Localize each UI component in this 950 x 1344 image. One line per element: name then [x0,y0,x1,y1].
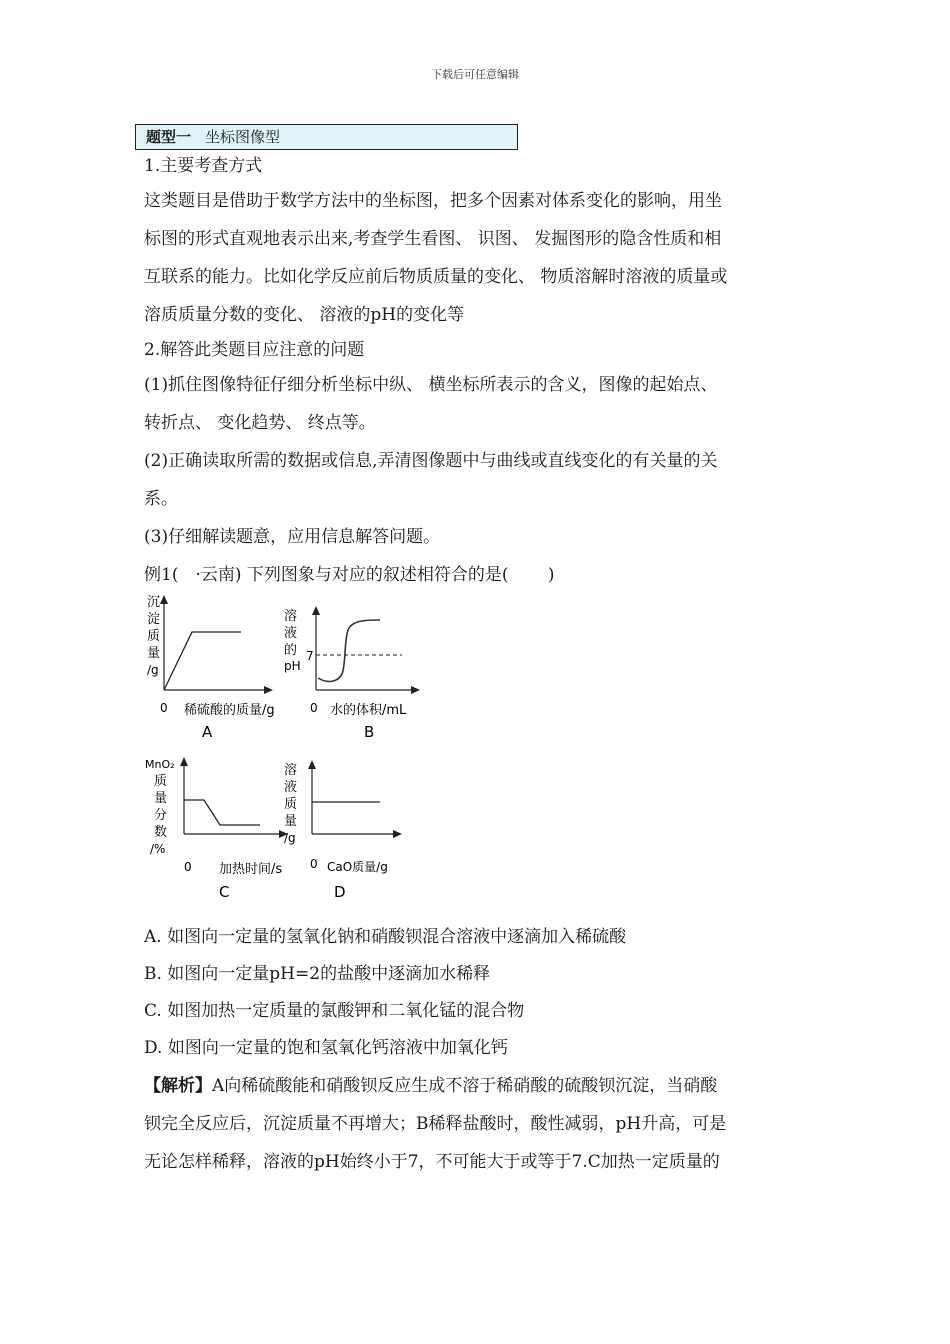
graph-b-xlabel: 水的体积/mL [330,703,407,718]
graph-b-tick-7: 7 [306,649,314,663]
graph-c-ylabel: 量 [154,791,168,806]
section2-line: (2)正确读取所需的数据或信息,弄清图像题中与曲线或直线变化的有关量的关 [144,451,718,471]
graph-d-origin: 0 [310,857,318,871]
graph-a-ylabel: 沉 [147,595,161,610]
graph-d-ylabel: 量 [284,814,298,829]
section2-line: (3)仔细解读题意，应用信息解答问题。 [144,527,441,547]
analysis-line [144,1067,814,1105]
graph-a-curve [164,632,241,690]
graph-a [147,595,275,741]
section1-line: 标图的形式直观地表示出来,考查学生看图、 识图、 发掘图形的隐含性质和相 [144,229,722,249]
graph-a-ylabel: 质 [147,629,161,644]
section1-line: 溶质质量分数的变化、 溶液的pH的变化等 [144,305,465,325]
analysis-line: 无论怎样稀释，溶液的pH始终小于7，不可能大于或等于7.C加热一定质量的 [144,1152,720,1172]
graph-c-ylabel: /% [150,842,166,856]
graph-d-xlabel: CaO质量/g [327,860,388,874]
graph-b-ylabel: 液 [284,626,298,641]
main-content [144,150,814,1181]
example-question: 例1( ·云南) 下列图象与对应的叙述相符合的是( ) [144,565,555,585]
section2-heading: 2.解答此类题目应注意的问题 [144,340,365,360]
analysis-first-line: A向稀硫酸能和硝酸钡反应生成不溶于稀硝酸的硫酸钡沉淀，当硝酸 [212,1076,718,1096]
option-c: C. 如图加热一定质量的氯酸钾和二氧化锰的混合物 [144,1001,525,1021]
page-header: 下载后可任意编辑 [431,68,519,81]
graph-c-caption: C [219,883,230,901]
analysis-label: 【解析】 [144,1076,212,1096]
graph-d-ylabel: /g [284,831,296,845]
section-type-label: 题型一 [146,128,192,146]
graph-b-origin: 0 [310,701,318,715]
graph-d-caption: D [334,883,346,901]
graph-d [284,760,402,901]
graphs-right [270,594,550,919]
graph-a-ylabel: /g [147,663,159,677]
graph-c-curve [184,800,260,825]
section-type-title: 坐标图像型 [205,128,281,146]
graph-a-xlabel: 稀硫酸的质量/g [184,703,275,718]
graph-c [145,757,288,901]
section2-line: 系。 [144,489,178,509]
graph-b-curve [318,620,380,681]
graph-d-x-arrow [393,830,402,838]
section1-line: 互联系的能力。比如化学反应前后物质质量的变化、 物质溶解时溶液的质量或 [144,267,728,287]
graph-d-ylabel: 溶 [284,763,298,778]
graph-d-y-arrow [308,760,316,769]
graph-c-ylabel: 数 [154,825,168,840]
section1-heading: 1.主要考查方式 [144,156,263,176]
graph-d-ylabel: 质 [284,797,298,812]
section2-line: (1)抓住图像特征仔细分析坐标中纵、 横坐标所表示的含义，图像的起始点、 [144,375,718,395]
graph-b-y-arrow [312,606,320,615]
graph-b-ylabel: pH [284,659,301,673]
graph-c-ylabel: 质 [154,774,168,789]
graph-a-ylabel: 淀 [147,612,161,627]
graph-c-origin: 0 [184,860,192,874]
graph-c-ylabel-top: MnO₂ [145,758,175,771]
option-d: D. 如图向一定量的饱和氢氧化钙溶液中加氧化钙 [144,1038,508,1058]
graph-c-y-arrow [180,757,188,766]
graph-b-x-arrow [411,686,420,694]
graph-a-ylabel: 量 [147,646,161,661]
graph-c-xlabel: 加热时间/s [219,862,283,877]
analysis-line: 钡完全反应后，沉淀质量不再增大；B稀释盐酸时，酸性减弱，pH升高，可是 [144,1114,727,1134]
option-a: A. 如图向一定量的氢氧化钠和硝酸钡混合溶液中逐滴加入稀硫酸 [144,927,627,947]
graph-b-ylabel: 的 [284,643,298,658]
graph-d-ylabel: 液 [284,780,298,795]
graph-c-ylabel: 分 [154,808,168,823]
graph-b-caption: B [364,723,375,741]
graph-a-caption: A [202,723,213,741]
section-title-box [135,124,518,150]
graph-b-ylabel: 溶 [284,609,298,624]
graph-a-origin: 0 [160,701,168,715]
option-b: B. 如图向一定量pH=2的盐酸中逐滴加水稀释 [144,964,491,984]
graph-b [284,606,420,741]
section2-line: 转折点、 变化趋势、 终点等。 [144,413,376,433]
graph-figures [144,594,814,919]
section1-line: 这类题目是借助于数学方法中的坐标图，把多个因素对体系变化的影响，用坐 [144,191,722,211]
graph-a-y-arrow [160,595,168,604]
